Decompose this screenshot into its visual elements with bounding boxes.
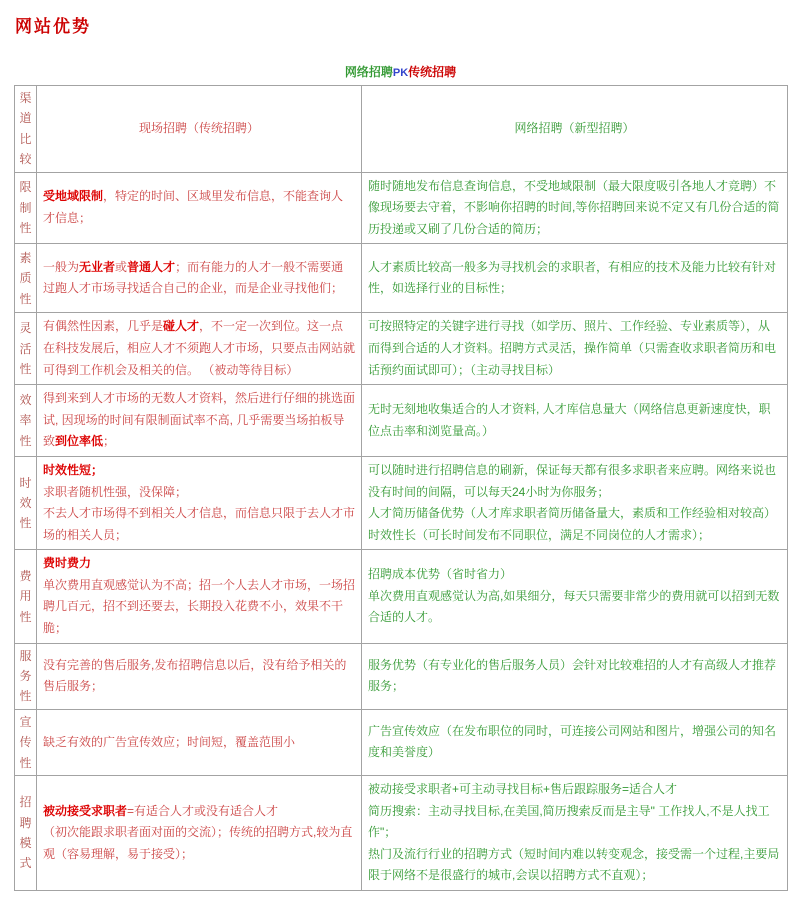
subtitle-traditional-part: 传统招聘 — [408, 65, 457, 79]
traditional-cell: 没有完善的售后服务,发布招聘信息以后，没有给予相关的售后服务； — [37, 643, 362, 709]
row-label: 灵活性 — [15, 313, 37, 385]
traditional-cell: 有偶然性因素，几乎是碰人才，不一定一次到位。这一点在科技发展后，相应人才不须跑人才市场，只要点击网站就可得到工作机会及相关的信。 （被动等待目标） — [37, 313, 362, 385]
online-cell: 服务优势（有专业化的售后服务人员）会针对比较难招的人才有高级人才推荐服务； — [362, 643, 788, 709]
online-cell: 可按照特定的关键字进行寻找（如学历、照片、工作经验、专业素质等），从而得到合适的人才资料。招聘方式灵活，操作简单（只需查收求职者简历和电话预约面试即可）；（主动寻找目标） — [362, 313, 788, 385]
table-row — [15, 776, 788, 891]
traditional-cell: 时效性短； 求职者随机性强，没保障； 不去人才市场得不到相关人才信息，而信息只限于去人才市场的相关人员； — [37, 456, 362, 549]
table-row — [15, 385, 788, 457]
table-row — [15, 550, 788, 643]
online-cell: 招聘成本优势（省时省力） 单次费用直观感觉认为高,如果细分，每天只需要非常少的费用就可以招到无数合适的人才。 — [362, 550, 788, 643]
subtitle-online-part: 网络招聘 — [344, 65, 393, 79]
comparison-table — [14, 85, 788, 891]
row-label: 招聘模式 — [15, 776, 37, 891]
online-cell: 无时无刻地收集适合的人才资料, 人才库信息量大（网络信息更新速度快，职位点击率和浏览量高。） — [362, 385, 788, 457]
page-title: 网站优势 — [15, 17, 91, 36]
online-cell: 随时随地发布信息查询信息，不受地域限制（最大限度吸引各地人才竞聘）不像现场要去守着，不影响你招聘的时间,等你招聘回来说不定又有几份合适的简历投递或又刷了几份合适的简历； — [362, 172, 788, 244]
online-cell: 被动接受求职者+可主动寻找目标+售后跟踪服务=适合人才 简历搜索：主动寻找目标,在美国,简历搜索反而是主导" 工作找人,不是人找工作"； 热门及流行行业的招聘方式（短时间内难以转变观念，接受需一个过程,主要局限于网络不是很盛行的城市,会误以招聘方式不直观）； — [362, 776, 788, 891]
table-row — [15, 456, 788, 549]
table-row — [15, 643, 788, 709]
traditional-cell: 费时费力 单次费用直观感觉认为不高；招一个人去人才市场，一场招聘几百元，招不到还要去，长期投入花费不小，效果不干脆； — [37, 550, 362, 643]
online-cell: 广告宣传效应（在发布职位的同时，可连接公司网站和图片，增强公司的知名度和美誉度） — [362, 709, 788, 775]
table-row — [15, 172, 788, 244]
online-cell: 人才素质比较高一般多为寻找机会的求职者，有相应的技术及能力比较有针对性，如选择行业的目标性； — [362, 244, 788, 313]
table-row — [15, 709, 788, 775]
row-label: 效率性 — [15, 385, 37, 457]
row-label: 时效性 — [15, 456, 37, 549]
traditional-cell: 被动接受求职者=有适合人才或没有适合人才 （初次能跟求职者面对面的交流）；传统的招聘方式,较为直观（容易理解，易于接受）； — [37, 776, 362, 891]
traditional-header-cell: 现场招聘（传统招聘） — [37, 86, 362, 173]
traditional-cell: 一般为无业者或普通人才；而有能力的人才一般不需要通过跑人才市场寻找适合自己的企业，而是企业寻找他们； — [37, 244, 362, 313]
traditional-cell: 受地域限制，特定的时间、区域里发布信息，不能查询人才信息； — [37, 172, 362, 244]
online-cell: 可以随时进行招聘信息的刷新，保证每天都有很多求职者来应聘。网络来说也没有时间的间隔，可以每天24小时为你服务； 人才简历储备优势（人才库求职者简历储备量大，素质和工作经验相对较高）时效性长（可长时间发布不同职位，满足不同岗位的人才需求）； — [362, 456, 788, 549]
row-label: 费用性 — [15, 550, 37, 643]
traditional-cell: 缺乏有效的广告宣传效应；时间短，覆盖范围小 — [37, 709, 362, 775]
table-row — [15, 244, 788, 313]
online-header-cell: 网络招聘（新型招聘） — [362, 86, 788, 173]
header-row — [15, 86, 788, 173]
subtitle-pk-part: PK — [392, 67, 409, 79]
subtitle — [14, 63, 787, 80]
corner-header-cell: 渠道比较 — [15, 86, 37, 173]
comparison-table-body — [15, 86, 788, 891]
table-row — [15, 313, 788, 385]
row-label: 限制性 — [15, 172, 37, 244]
traditional-cell: 得到来到人才市场的无数人才资料，然后进行仔细的挑选面试, 因现场的时间有限制面试率不高, 几乎需要当场拍板导致到位率低； — [37, 385, 362, 457]
row-label: 宣传性 — [15, 709, 37, 775]
row-label: 服务性 — [15, 643, 37, 709]
row-label: 素质性 — [15, 244, 37, 313]
